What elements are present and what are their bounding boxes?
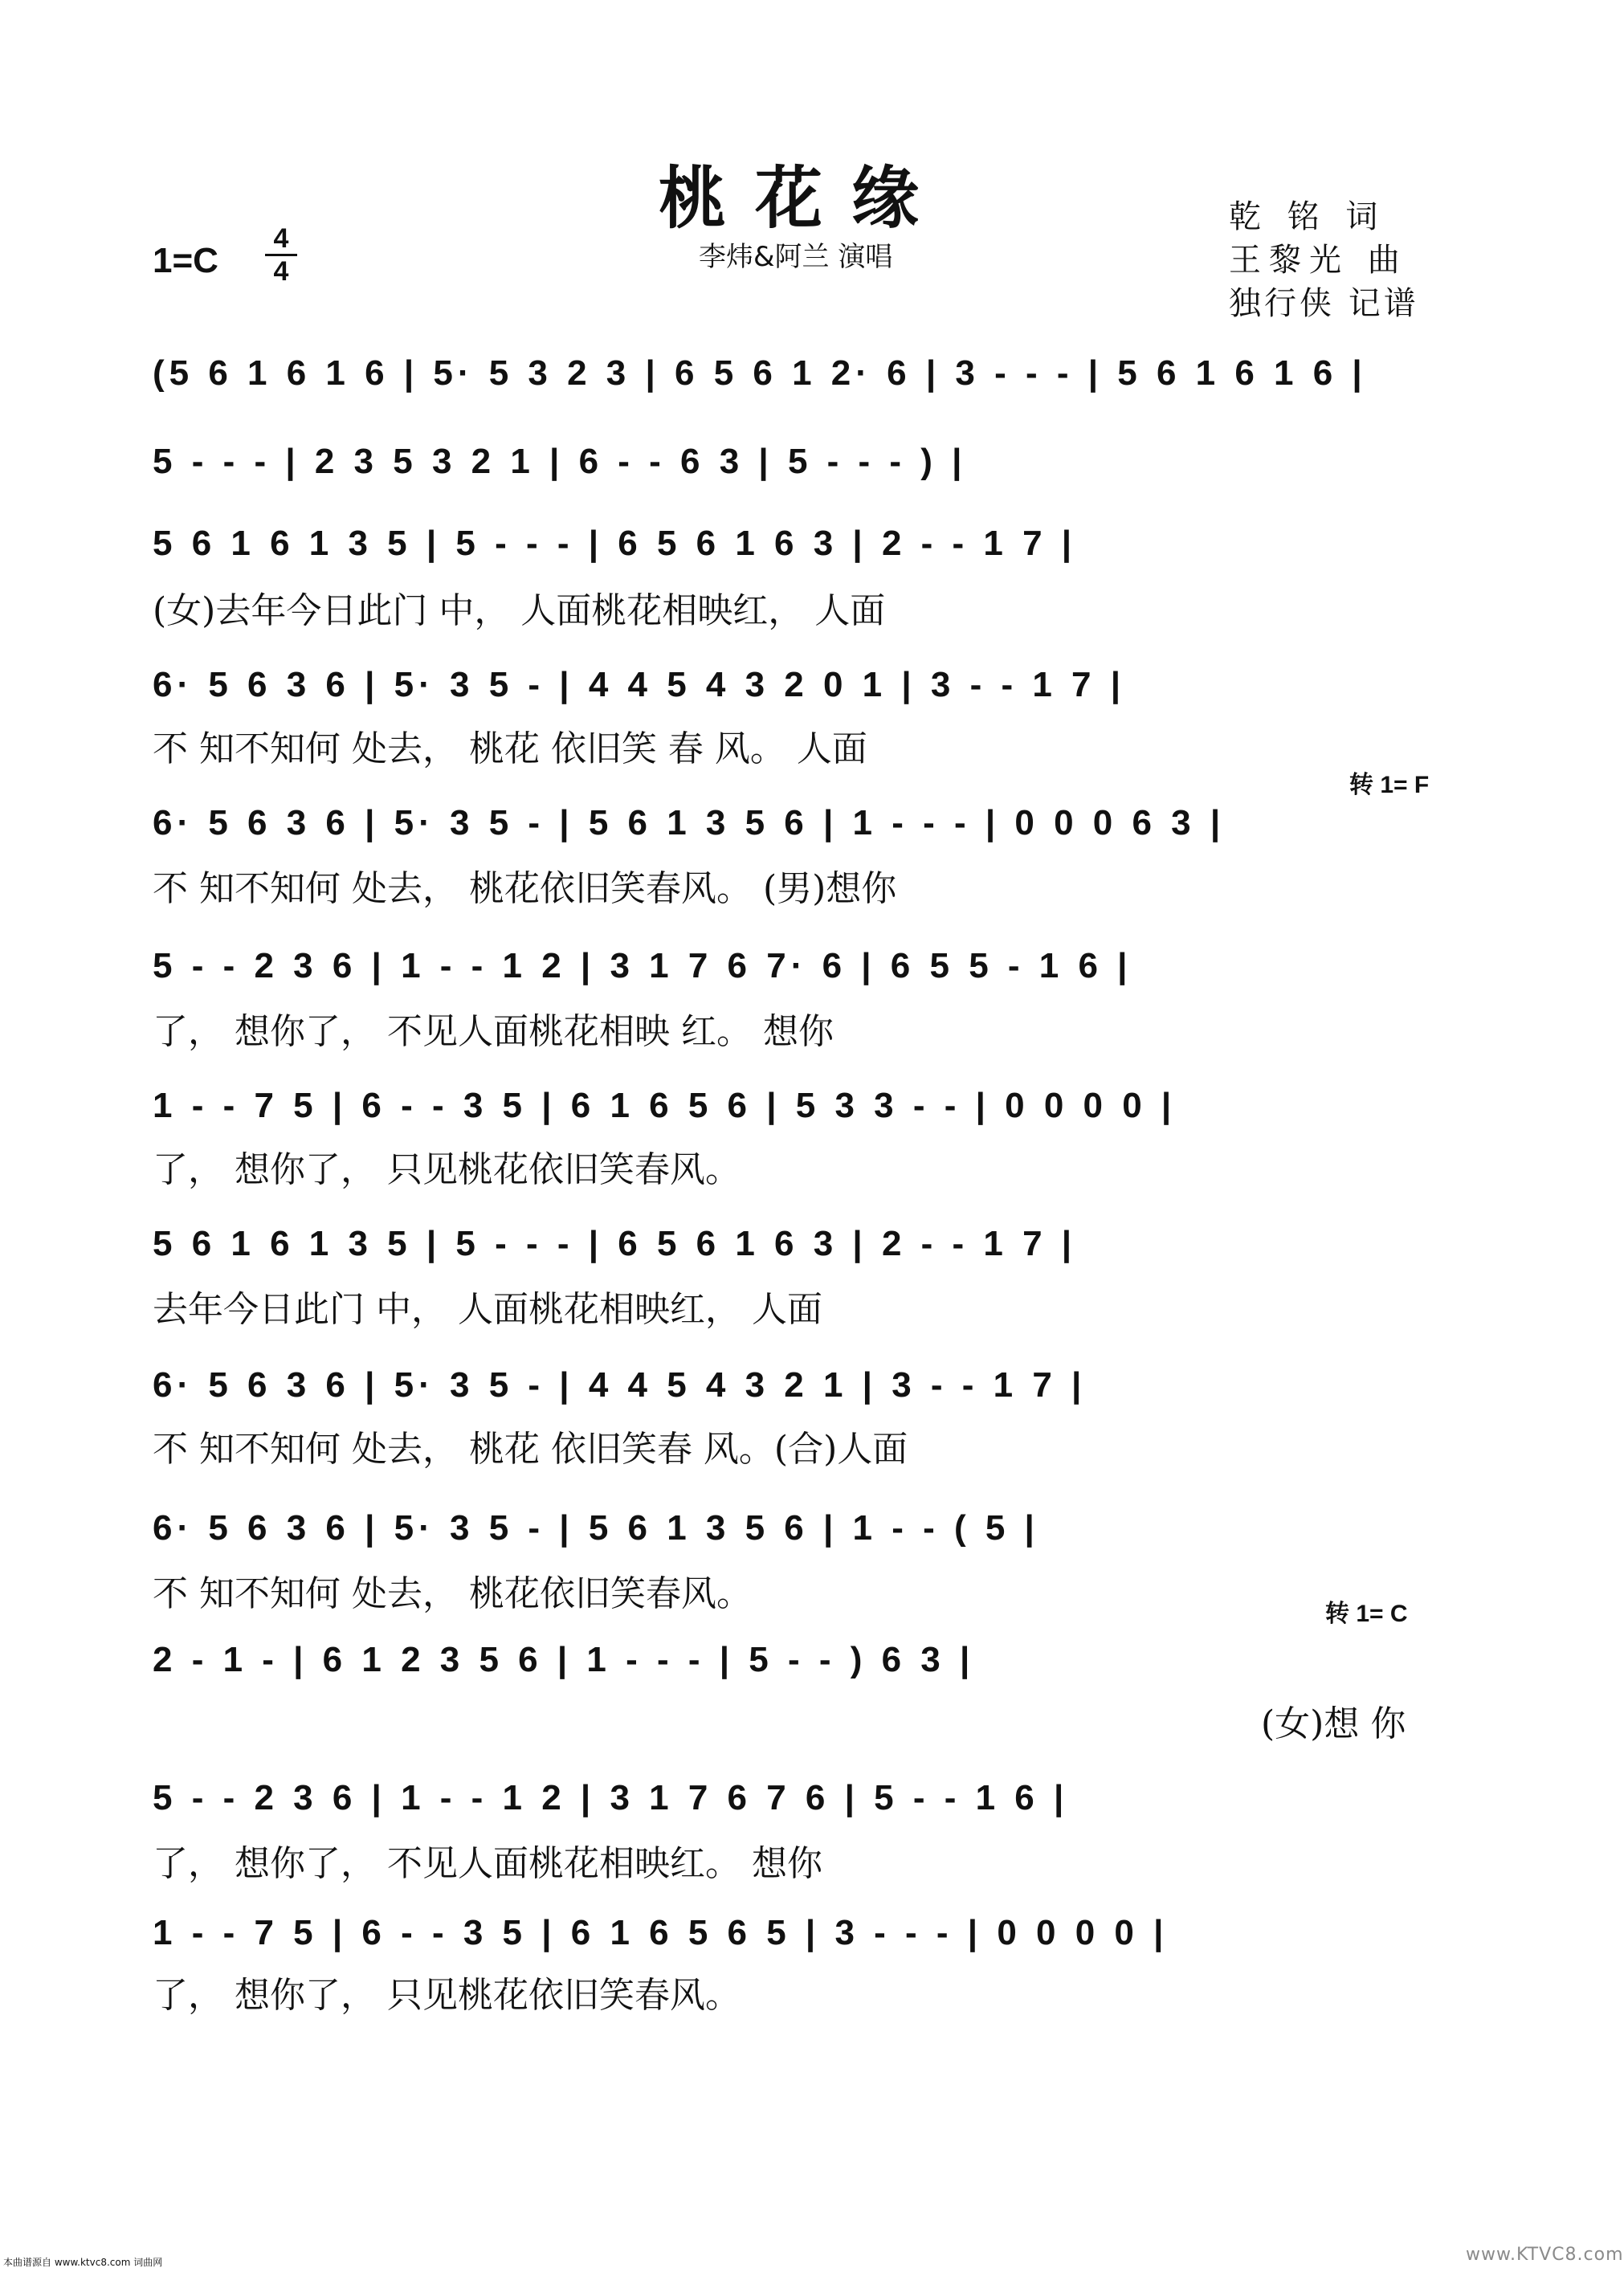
notation-row: 5 - - 2 3 6 | 1 - - 1 2 | 3 1 7 6 7 6 | 5 - - 1 6 |: [153, 1778, 1069, 1817]
key-signature: 1=C: [153, 241, 218, 280]
lyric-row: 了， 想你了， 不见人面桃花相映 红。 想你: [153, 1011, 834, 1052]
notation-row: (5 6 1 6 1 6 | 5· 5 3 2 3 | 6 5 6 1 2· 6 | 3 - - - | 5 6 1 6 1 6 |: [153, 353, 1367, 393]
notation-row: 2 - 1 - | 6 1 2 3 5 6 | 1 - - - | 5 - - ) 6 3 |: [153, 1640, 975, 1679]
lyric-row: 不 知不知何 处去， 桃花 依旧笑 春 风。 人面: [153, 728, 867, 769]
time-signature: [265, 225, 297, 285]
song-title: 桃花缘: [658, 158, 948, 238]
lyricist-credit: 乾 铭 词: [1229, 198, 1386, 235]
lyric-row: 了， 想你了， 只见桃花依旧笑春风。: [153, 1975, 741, 2016]
lyric-row: 不 知不知何 处去， 桃花 依旧笑春 风。(合)人面: [153, 1429, 908, 1470]
lyric-row: 不 知不知何 处去， 桃花依旧笑春风。 (男)想你: [153, 868, 897, 909]
notation-row: 5 6 1 6 1 3 5 | 5 - - - | 6 5 6 1 6 3 | 2 - - 1 7 |: [153, 1224, 1077, 1263]
notation-row: 6· 5 6 3 6 | 5· 3 5 - | 4 4 5 4 3 2 1 | 3 - - 1 7 |: [153, 1365, 1087, 1405]
footer-source-note: 本曲谱源自 www.ktvc8.com 词曲网: [3, 2257, 163, 2268]
notation-row: 5 6 1 6 1 3 5 | 5 - - - | 6 5 6 1 6 3 | 2 - - 1 7 |: [153, 524, 1077, 563]
notation-row: 6· 5 6 3 6 | 5· 3 5 - | 5 6 1 3 5 6 | 1 - - - | 0 0 0 6 3 |: [153, 803, 1226, 842]
notation-row: 5 - - 2 3 6 | 1 - - 1 2 | 3 1 7 6 7· 6 | 6 5 5 - 1 6 |: [153, 946, 1132, 985]
notation-row: 6· 5 6 3 6 | 5· 3 5 - | 4 4 5 4 3 2 0 1 | 3 - - 1 7 |: [153, 665, 1126, 704]
lyric-row: (女)去年今日此门 中， 人面桃花相映红， 人面: [153, 590, 886, 631]
time-signature-top: 4: [273, 223, 289, 254]
lyric-row: (女)想 你: [1261, 1703, 1406, 1744]
singer-credit: 李炜&阿兰 演唱: [699, 241, 893, 273]
lyric-row: 不 知不知何 处去， 桃花依旧笑春风。: [153, 1573, 752, 1614]
modulation-mark: 转 1= F: [1349, 772, 1430, 798]
lyric-row: 去年今日此门 中， 人面桃花相映红， 人面: [153, 1289, 822, 1330]
notation-row: 5 - - - | 2 3 5 3 2 1 | 6 - - 6 3 | 5 - - - ) |: [153, 442, 967, 481]
modulation-mark: 转 1= C: [1325, 1601, 1408, 1627]
notation-row: 1 - - 7 5 | 6 - - 3 5 | 6 1 6 5 6 5 | 3 - - - | 0 0 0 0 |: [153, 1913, 1169, 1952]
time-signature-bottom: 4: [273, 256, 289, 287]
lyric-row: 了， 想你了， 只见桃花依旧笑春风。: [153, 1149, 741, 1190]
transcriber-credit: 独行侠 记谱: [1229, 285, 1419, 322]
notation-row: 1 - - 7 5 | 6 - - 3 5 | 6 1 6 5 6 | 5 3 3 - - | 0 0 0 0 |: [153, 1086, 1177, 1125]
watermark: www.KTVC8.com: [1466, 2245, 1624, 2265]
composer-credit: 王黎光 曲: [1229, 242, 1408, 279]
notation-row: 6· 5 6 3 6 | 5· 3 5 - | 5 6 1 3 5 6 | 1 - - ( 5 |: [153, 1508, 1039, 1548]
lyric-row: 了， 想你了， 不见人面桃花相映红。 想你: [153, 1843, 822, 1884]
